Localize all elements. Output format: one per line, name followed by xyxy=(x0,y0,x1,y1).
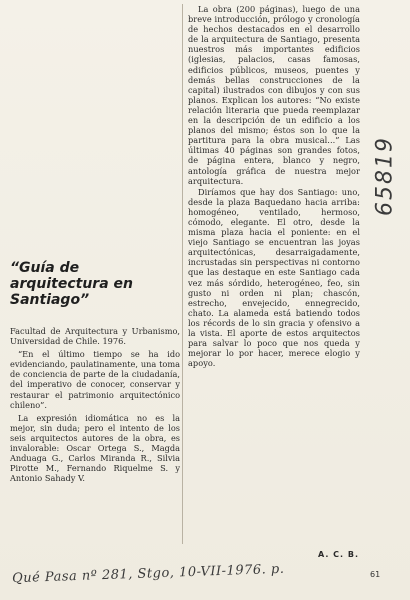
left-paragraph-1: “En el último tiempo se ha ido evidenciando, paulatinamente, una toma de conciencia de parte de la ciudadanía, del imperativo de conocer, conservar y restaurar el patrimonio arquitectónico chileno”. xyxy=(10,349,180,410)
right-paragraph-1: La obra (200 páginas), luego de una breve introducción, prólogo y cronología de hechos destacados en el desarrollo de la arquitectura de Santiago, presenta nuestros más importantes edificios (iglesias, palacios, casas famosas, edificios públicos, museos, puentes y demás bellas construcciones de la capital) ilustrados con dibujos y con sus planos. Explican los autores: “No existe relación literaria que pueda reemplazar en la descripción de un edificio a los planos del mismo; éstos son lo que la partitura para la obra musical...” Las últimas 40 páginas son grandes fotos, de página entera, blanco y negro, antología gráfica de nuestra mejor arquitectura. xyxy=(188,4,360,186)
article-title: “Guía de arquitectura en Santiago” xyxy=(10,260,133,308)
margin-number-text: 65819 xyxy=(372,136,398,216)
right-paragraph-2: Diríamos que hay dos Santiago: uno, desde la plaza Baquedano hacia arriba: homogéneo, ventilado, hermoso, cómodo, elegante. El otro, desde la misma plaza hacia el poniente: en el viejo Santiago se encuentran las joyas arquitectónicas, desarraigadamente, incrustadas sin perspectivas ni contorno que las destaque en este Santiago cada vez más sórdido, heterogéneo, feo, sin gusto ni orden ni plan; chascón, estrecho, envejecido, ennegrecido, chato. La alameda está batiendo todos los récords de lo sin gracia y ofensivo a la vista. El aporte de estos arquitectos para salvar lo poco que nos queda y mejorar lo por hacer, merece elogio y apoyo. xyxy=(188,186,360,369)
author-signature: A. C. B. xyxy=(318,550,359,559)
right-column xyxy=(188,4,360,368)
left-paragraph-2: La expresión idiomática no es la mejor, sin duda; pero el intento de los seis arquitectos autores de la obra, es invalorable: Oscar Ortega S., Magda Anduaga G., Carlos Miranda R., Silvia Pirotte M., Fernando Riquelme S. y Antonio Sahady V. xyxy=(10,412,180,484)
handwritten-source-note: Qué Pasa nº 281, Stgo, 10-VII-1976. p. xyxy=(11,561,285,587)
publisher-line: Facultad de Arquitectura y Urbanismo, Universidad de Chile. 1976. xyxy=(10,326,180,347)
page-number: 61 xyxy=(370,570,381,579)
left-column xyxy=(10,326,180,483)
column-divider xyxy=(182,4,183,544)
handwritten-margin-number xyxy=(360,96,410,256)
